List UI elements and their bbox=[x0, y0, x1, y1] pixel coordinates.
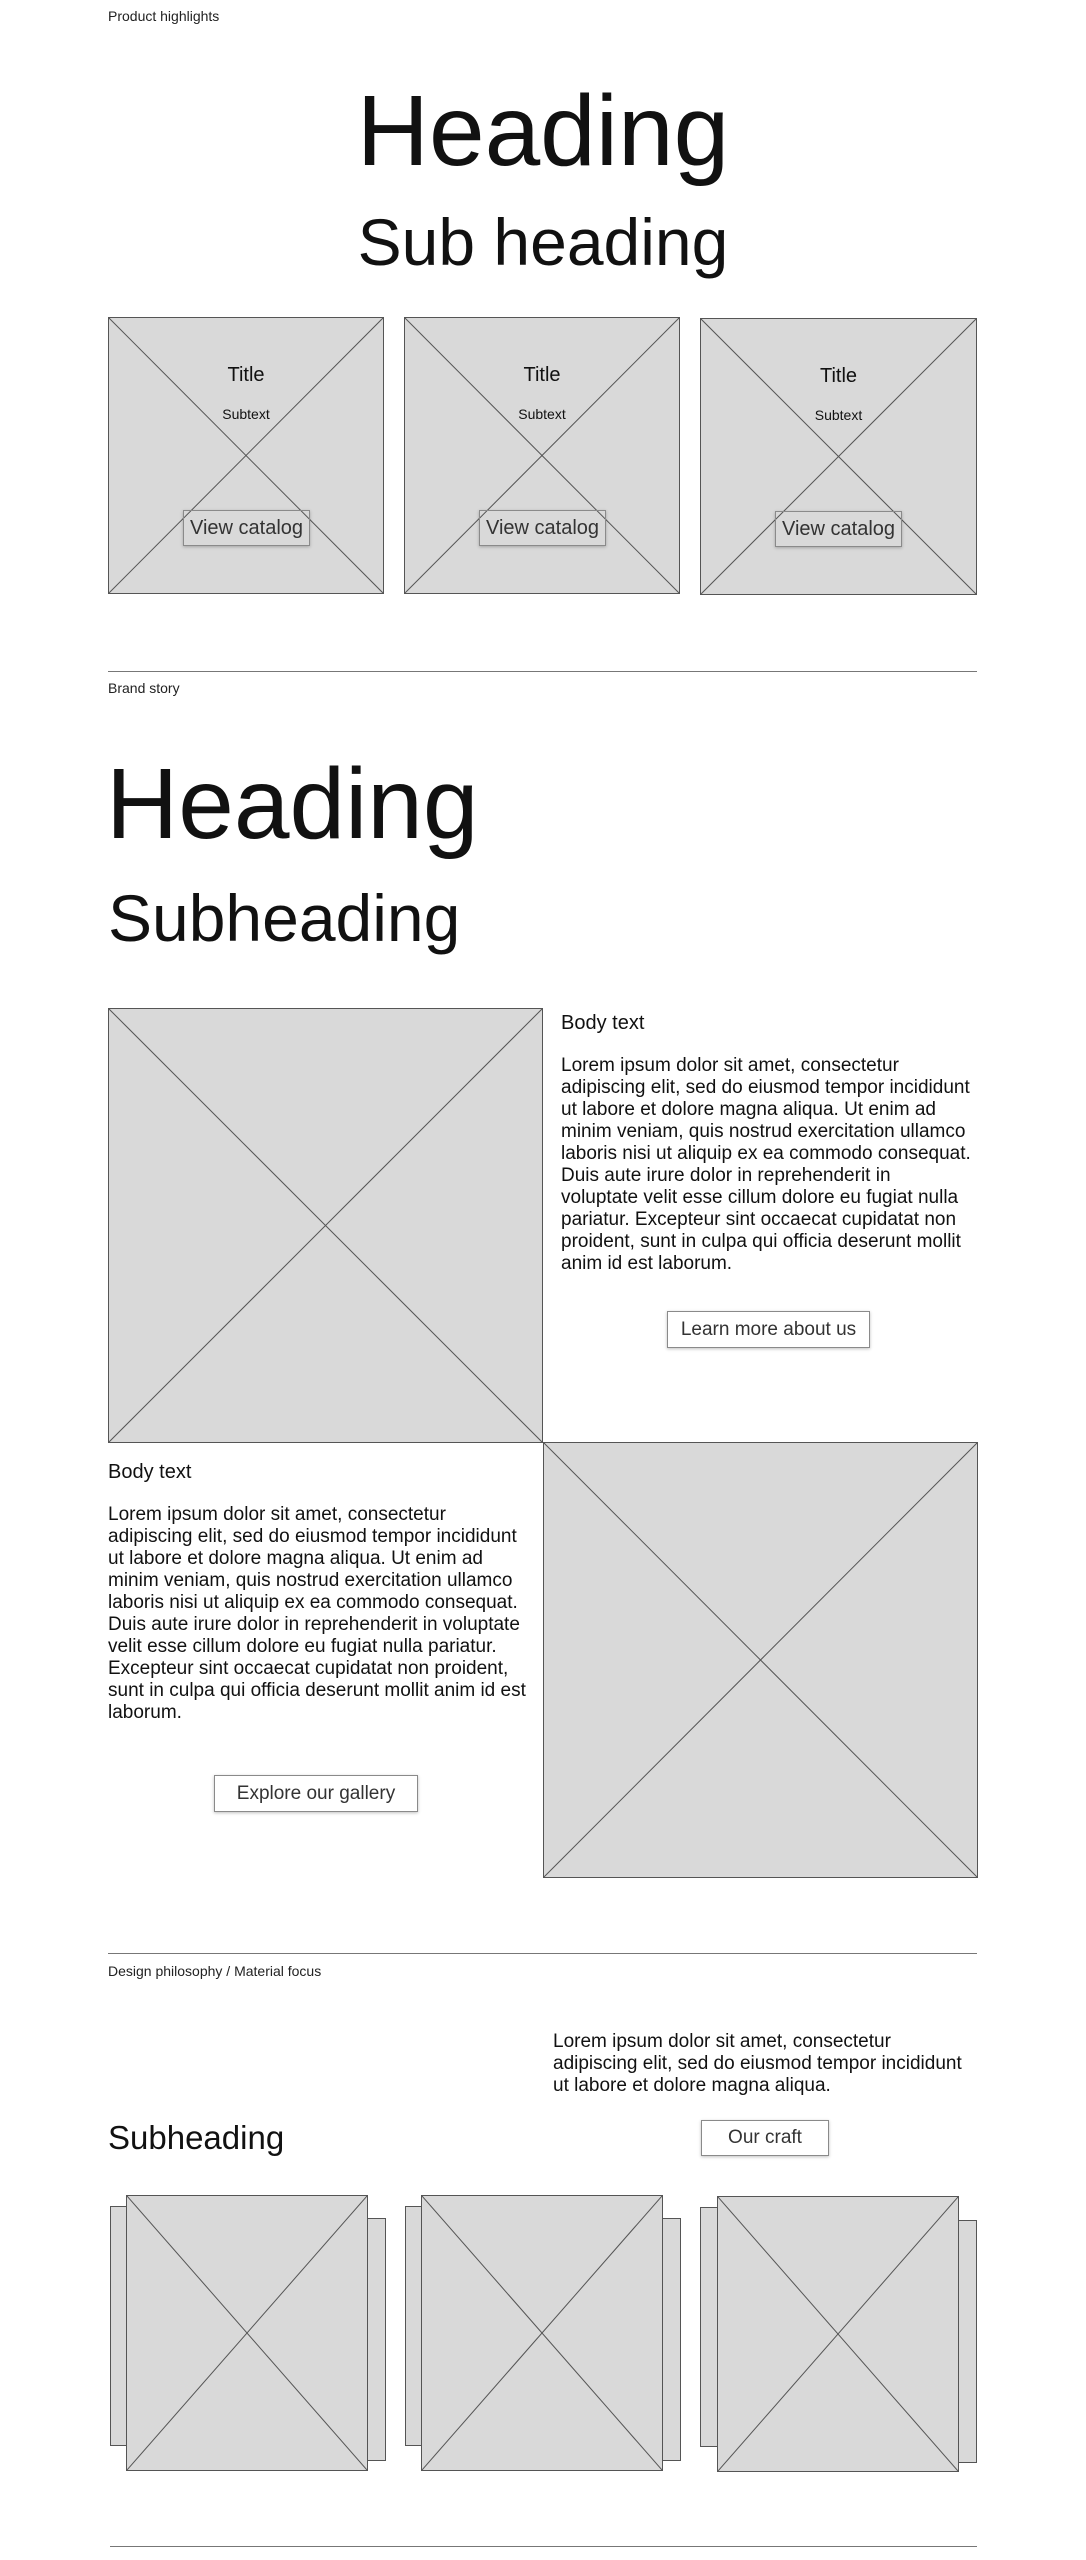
section-label-product-highlights: Product highlights bbox=[108, 8, 220, 24]
card-title: Title bbox=[227, 364, 265, 386]
section-label-brand-story: Brand story bbox=[108, 680, 180, 696]
image-placeholder-icon bbox=[109, 318, 383, 593]
card-title: Title bbox=[819, 365, 858, 387]
brand-image-placeholder bbox=[108, 1008, 543, 1443]
image-placeholder-icon bbox=[718, 2197, 958, 2471]
image-placeholder-icon bbox=[701, 319, 976, 594]
material-image-placeholder bbox=[126, 2195, 368, 2471]
card-subtext: Subtext bbox=[814, 407, 863, 423]
section1-subheading: Sub heading bbox=[357, 205, 729, 279]
section1-heading: Heading bbox=[356, 75, 730, 187]
section-label-design-philosophy: Design philosophy / Material focus bbox=[108, 1963, 322, 1979]
explore-gallery-button[interactable]: Explore our gallery bbox=[214, 1775, 418, 1812]
image-placeholder-icon bbox=[422, 2196, 662, 2470]
image-placeholder-icon bbox=[405, 318, 679, 593]
section2-heading: Heading bbox=[106, 748, 479, 860]
learn-more-button[interactable]: Learn more about us bbox=[667, 1311, 870, 1348]
section2-subheading: Subheading bbox=[108, 881, 461, 955]
card-subtext: Subtext bbox=[518, 406, 566, 422]
product-card bbox=[404, 317, 680, 594]
image-placeholder-icon bbox=[544, 1443, 977, 1877]
image-placeholder-icon bbox=[127, 2196, 367, 2470]
view-catalog-button[interactable]: View catalog bbox=[479, 510, 606, 546]
image-placeholder-icon bbox=[109, 1009, 542, 1442]
section-divider bbox=[110, 2546, 977, 2547]
body-paragraph: Lorem ipsum dolor sit amet, consectetur adipiscing elit, sed do eiusmod tempor incididunt ut labore et dolore magna aliqua. Ut enim ad minim veniam, quis nostrud exercitation ullamco laboris nisi ut aliquip ex ea commodo consequat. Duis aute irure dolor in reprehenderit in voluptate velit esse cillum dolore eu fugiat nulla pariatur. Excepteur sint occaecat cupidatat non proident, sunt in culpa qui officia deserunt mollit anim id est laborum. bbox=[108, 1504, 526, 1723]
design-paragraph: Lorem ipsum dolor sit amet, consectetur adipiscing elit, sed do eiusmod tempor incididunt ut labore et dolore magna aliqua. bbox=[553, 2031, 962, 2096]
product-card bbox=[108, 317, 384, 594]
body-paragraph: Lorem ipsum dolor sit amet, consectetur adipiscing elit, sed do eiusmod tempor incididunt ut labore et dolore magna aliqua. Ut enim ad minim veniam, quis nostrud exercitation ullamco laboris nisi ut aliquip ex ea commodo consequat. Duis aute irure dolor in reprehenderit in voluptate velit esse cillum dolore eu fugiat nulla pariatur. Excepteur sint occaecat cupidatat non proident, sunt in culpa qui officia deserunt mollit anim id est laborum. bbox=[561, 1055, 971, 1274]
view-catalog-button[interactable]: View catalog bbox=[775, 511, 902, 547]
card-subtext: Subtext bbox=[222, 406, 270, 422]
material-image-placeholder bbox=[421, 2195, 663, 2471]
body-text-title: Body text bbox=[561, 1012, 645, 1034]
body-text-title: Body text bbox=[108, 1461, 192, 1483]
product-card bbox=[700, 318, 977, 595]
card-title: Title bbox=[523, 364, 561, 386]
material-image-placeholder bbox=[717, 2196, 959, 2472]
section3-subheading: Subheading bbox=[108, 2119, 285, 2156]
section-divider bbox=[108, 671, 977, 672]
our-craft-button[interactable]: Our craft bbox=[701, 2120, 829, 2156]
view-catalog-button[interactable]: View catalog bbox=[183, 510, 310, 546]
section-divider bbox=[108, 1953, 977, 1954]
gallery-image-placeholder bbox=[543, 1442, 978, 1878]
